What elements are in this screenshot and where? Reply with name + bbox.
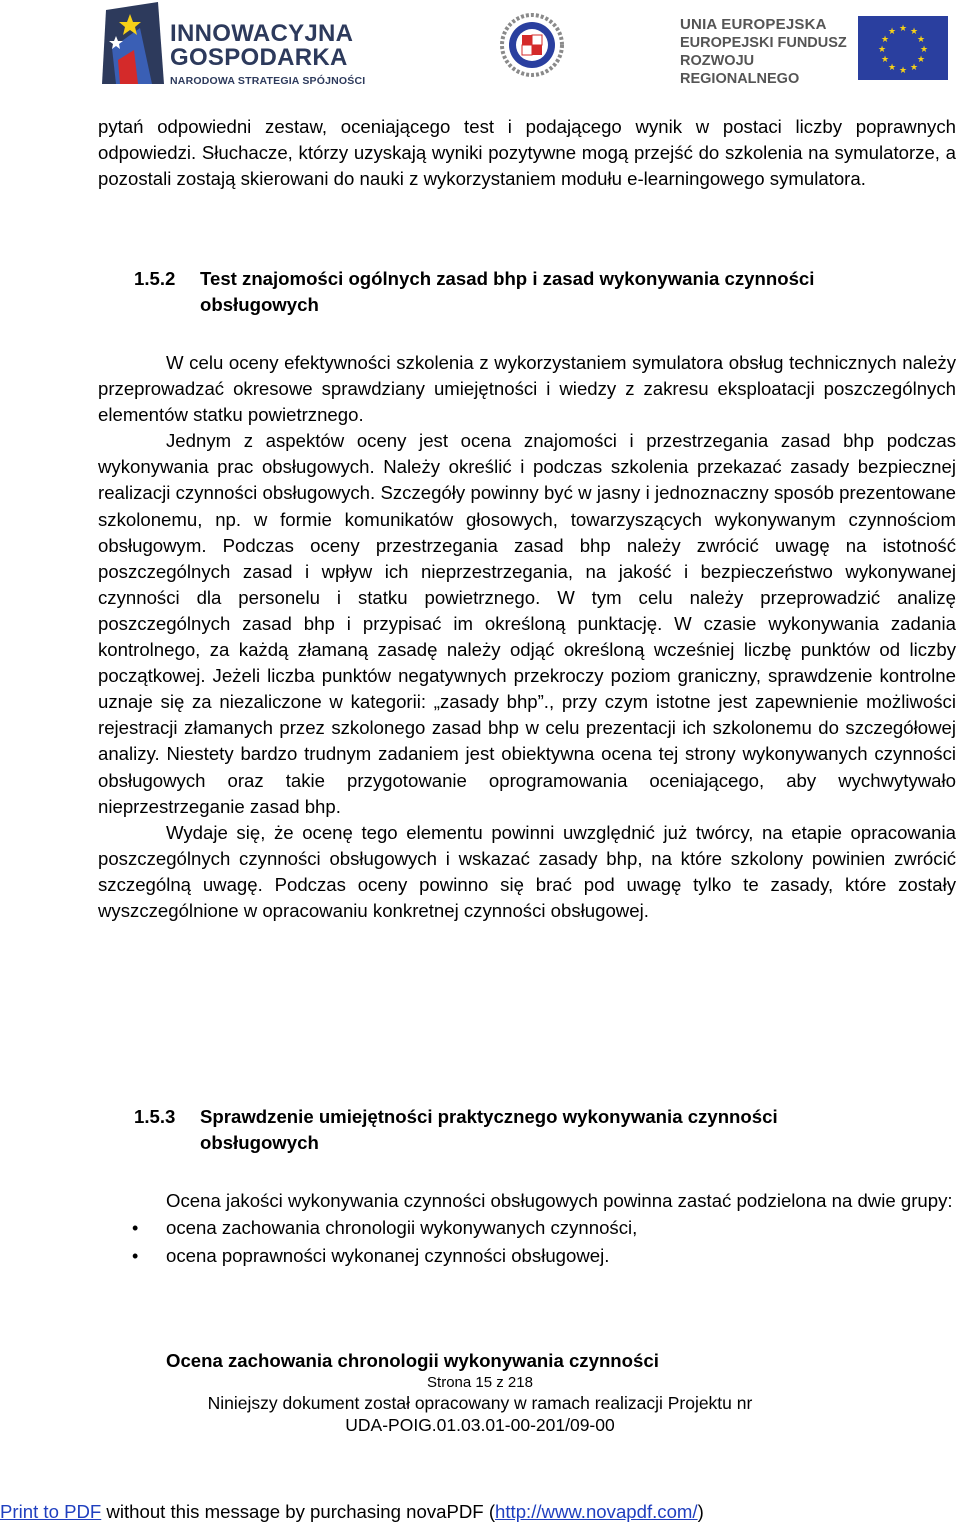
- paragraph: pytań odpowiedni zestaw, oceniającego test i podającego wynik w postaci liczby poprawnych odpowiedzi. Słuchacze, którzy uzyskają wyniki pozytywne mogą przejść do szkolenia na symulatorze, a pozostali zostają skierowani do nauki z wykorzystaniem modułu e-learningowego symulatora.: [98, 116, 956, 190]
- logo-line-2: GOSPODARKA: [170, 44, 348, 71]
- stars-flag-icon: [100, 2, 170, 84]
- footer-line-1: Niniejszy dokument został opracowany w ramach realizacji Projektu nr: [207, 1393, 753, 1413]
- paragraph: W celu oceny efektywności szkolenia z wykorzystaniem symulatora obsług technicznych należy przeprowadzać okresowe sprawdziany umiejętności i wiedzy z zakresu eksploatacji poszczególnych elementów statku powietrznego.: [98, 352, 956, 426]
- eu-fund-logo: [680, 10, 960, 87]
- eu-flag-icon: [858, 16, 948, 80]
- svg-text:★: ★: [916, 55, 926, 65]
- footer-line-2: UDA-POIG.01.03.01-00-201/09-00: [345, 1415, 615, 1435]
- eu-line-1: UNIA EUROPEJSKA: [680, 16, 827, 33]
- logo-line-1: INNOWACYJNA: [170, 20, 354, 47]
- section-title: Test znajomości ogólnych zasad bhp i zasad wykonywania czynności: [200, 268, 815, 289]
- svg-text:★: ★: [909, 63, 919, 73]
- svg-text:★: ★: [887, 63, 897, 73]
- subheading: Ocena zachowania chronologii wykonywania czynności: [166, 1350, 659, 1371]
- pdf-watermark-bar: [0, 1500, 960, 1524]
- watermark-text: without this message by purchasing novaPDF (: [101, 1501, 496, 1522]
- section-number: 1.5.3: [134, 1106, 176, 1127]
- document-body-2: [98, 350, 956, 924]
- eu-line-3: ROZWOJU REGIONALNEGO: [680, 53, 800, 87]
- svg-text:★: ★: [898, 66, 908, 76]
- list-item: • ocena poprawności wykonanej czynności obsługowej.: [98, 1242, 956, 1270]
- logo-line-3: NARODOWA STRATEGIA SPÓJNOŚCI: [170, 75, 366, 87]
- document-body: [98, 114, 956, 192]
- svg-text:★: ★: [877, 45, 887, 55]
- page-number: Strona 15 z 218: [427, 1374, 533, 1391]
- svg-text:★: ★: [909, 27, 919, 37]
- section-title: Sprawdzenie umiejętności praktycznego wykonywania czynności: [200, 1106, 778, 1127]
- bullet-list: [98, 1214, 956, 1270]
- svg-text:★: ★: [880, 35, 890, 45]
- watermark-end: ): [697, 1501, 704, 1522]
- eu-line-2: EUROPEJSKI FUNDUSZ: [680, 35, 847, 51]
- innowacyjna-gospodarka-logo: [100, 2, 370, 87]
- section-heading-1-5-2: [134, 266, 814, 318]
- list-item: • ocena zachowania chronologii wykonywanych czynności,: [98, 1214, 956, 1242]
- svg-text:★: ★: [887, 27, 897, 37]
- paragraph: Wydaje się, że ocenę tego elementu powinni uwzględnić już twórcy, na etapie opracowania poszczególnych czynności obsługowych i wskazać zasady bhp, na które szkolony powinien zwrócić szczególną uwagę. Podczas oceny powinno się brać pod uwagę tylko te zasady, które zostały wyszczególnione w opracowaniu konkretnej czynności obsługowej.: [98, 821, 956, 921]
- paragraph: Ocena jakości wykonywania czynności obsługowych powinna zastać podzielona na dwie grupy:: [166, 1190, 953, 1211]
- page-header: [0, 0, 960, 88]
- svg-text:★: ★: [880, 55, 890, 65]
- svg-text:★: ★: [898, 24, 908, 34]
- novapdf-link[interactable]: http://www.novapdf.com/: [495, 1501, 698, 1522]
- paragraph: Jednym z aspektów oceny jest ocena znajomości i przestrzegania zasad bhp podczas wykonywania prac obsługowych. Należy określić i podczas szkolenia przekazać zasady bezpiecznej realizacji czynności obsługowych. Szczegóły powinny być w jasny i jednoznaczny sposób prezentowane szkolonemu, np. w formie komunikatów głosowych, towarzyszących wykonywanym czynnościom obsługowym. Podczas oceny przestrzegania zasad bhp należy zwrócić uwagę na istotność poszczególnych zasad i wpływ ich nieprzestrzegania, na jakość i bezpieczeństwo wykonywanej czynności dla personelu i statku powietrznego. W tym celu należy przeprowadzić analizę poszczególnych zasad bhp i przypisać im określoną punktację. W czasie wykonywania zadania kontrolnego, za każdą złamaną zasadę należy odjąć określoną wcześniej liczbę punktów od liczby początkowej. Jeżeli liczba punktów negatywnych przekroczy poziom graniczny, sprawdzenie kontrolne uznaje się za niezaliczone w kategorii: „zasady bhp”., przy czym istotne jest zapewnienie możliwości rejestracji złamanych przez szkolonego zasad bhp w celu prezentacji ich szkolonemu do szczegółowej analizy. Niestety bardzo trudnym zadaniem jest obiektywna ocena tej strony wykonywanych czynności obsługowych oraz takie przygotowanie oprogramowania oceniającego, aby wychwytywało nieprzestrzeganie zasad bhp.: [98, 430, 956, 817]
- svg-text:★: ★: [919, 45, 929, 55]
- section-title-cont: obsługowych: [200, 1132, 319, 1153]
- section-number: 1.5.2: [134, 268, 176, 289]
- institute-emblem-icon: [500, 10, 564, 80]
- svg-text:★: ★: [916, 35, 926, 45]
- print-to-pdf-link[interactable]: Print to PDF: [0, 1501, 102, 1522]
- section-title-cont: obsługowych: [200, 294, 319, 315]
- document-body-3: [98, 1188, 956, 1270]
- section-heading-1-5-3: [134, 1104, 778, 1156]
